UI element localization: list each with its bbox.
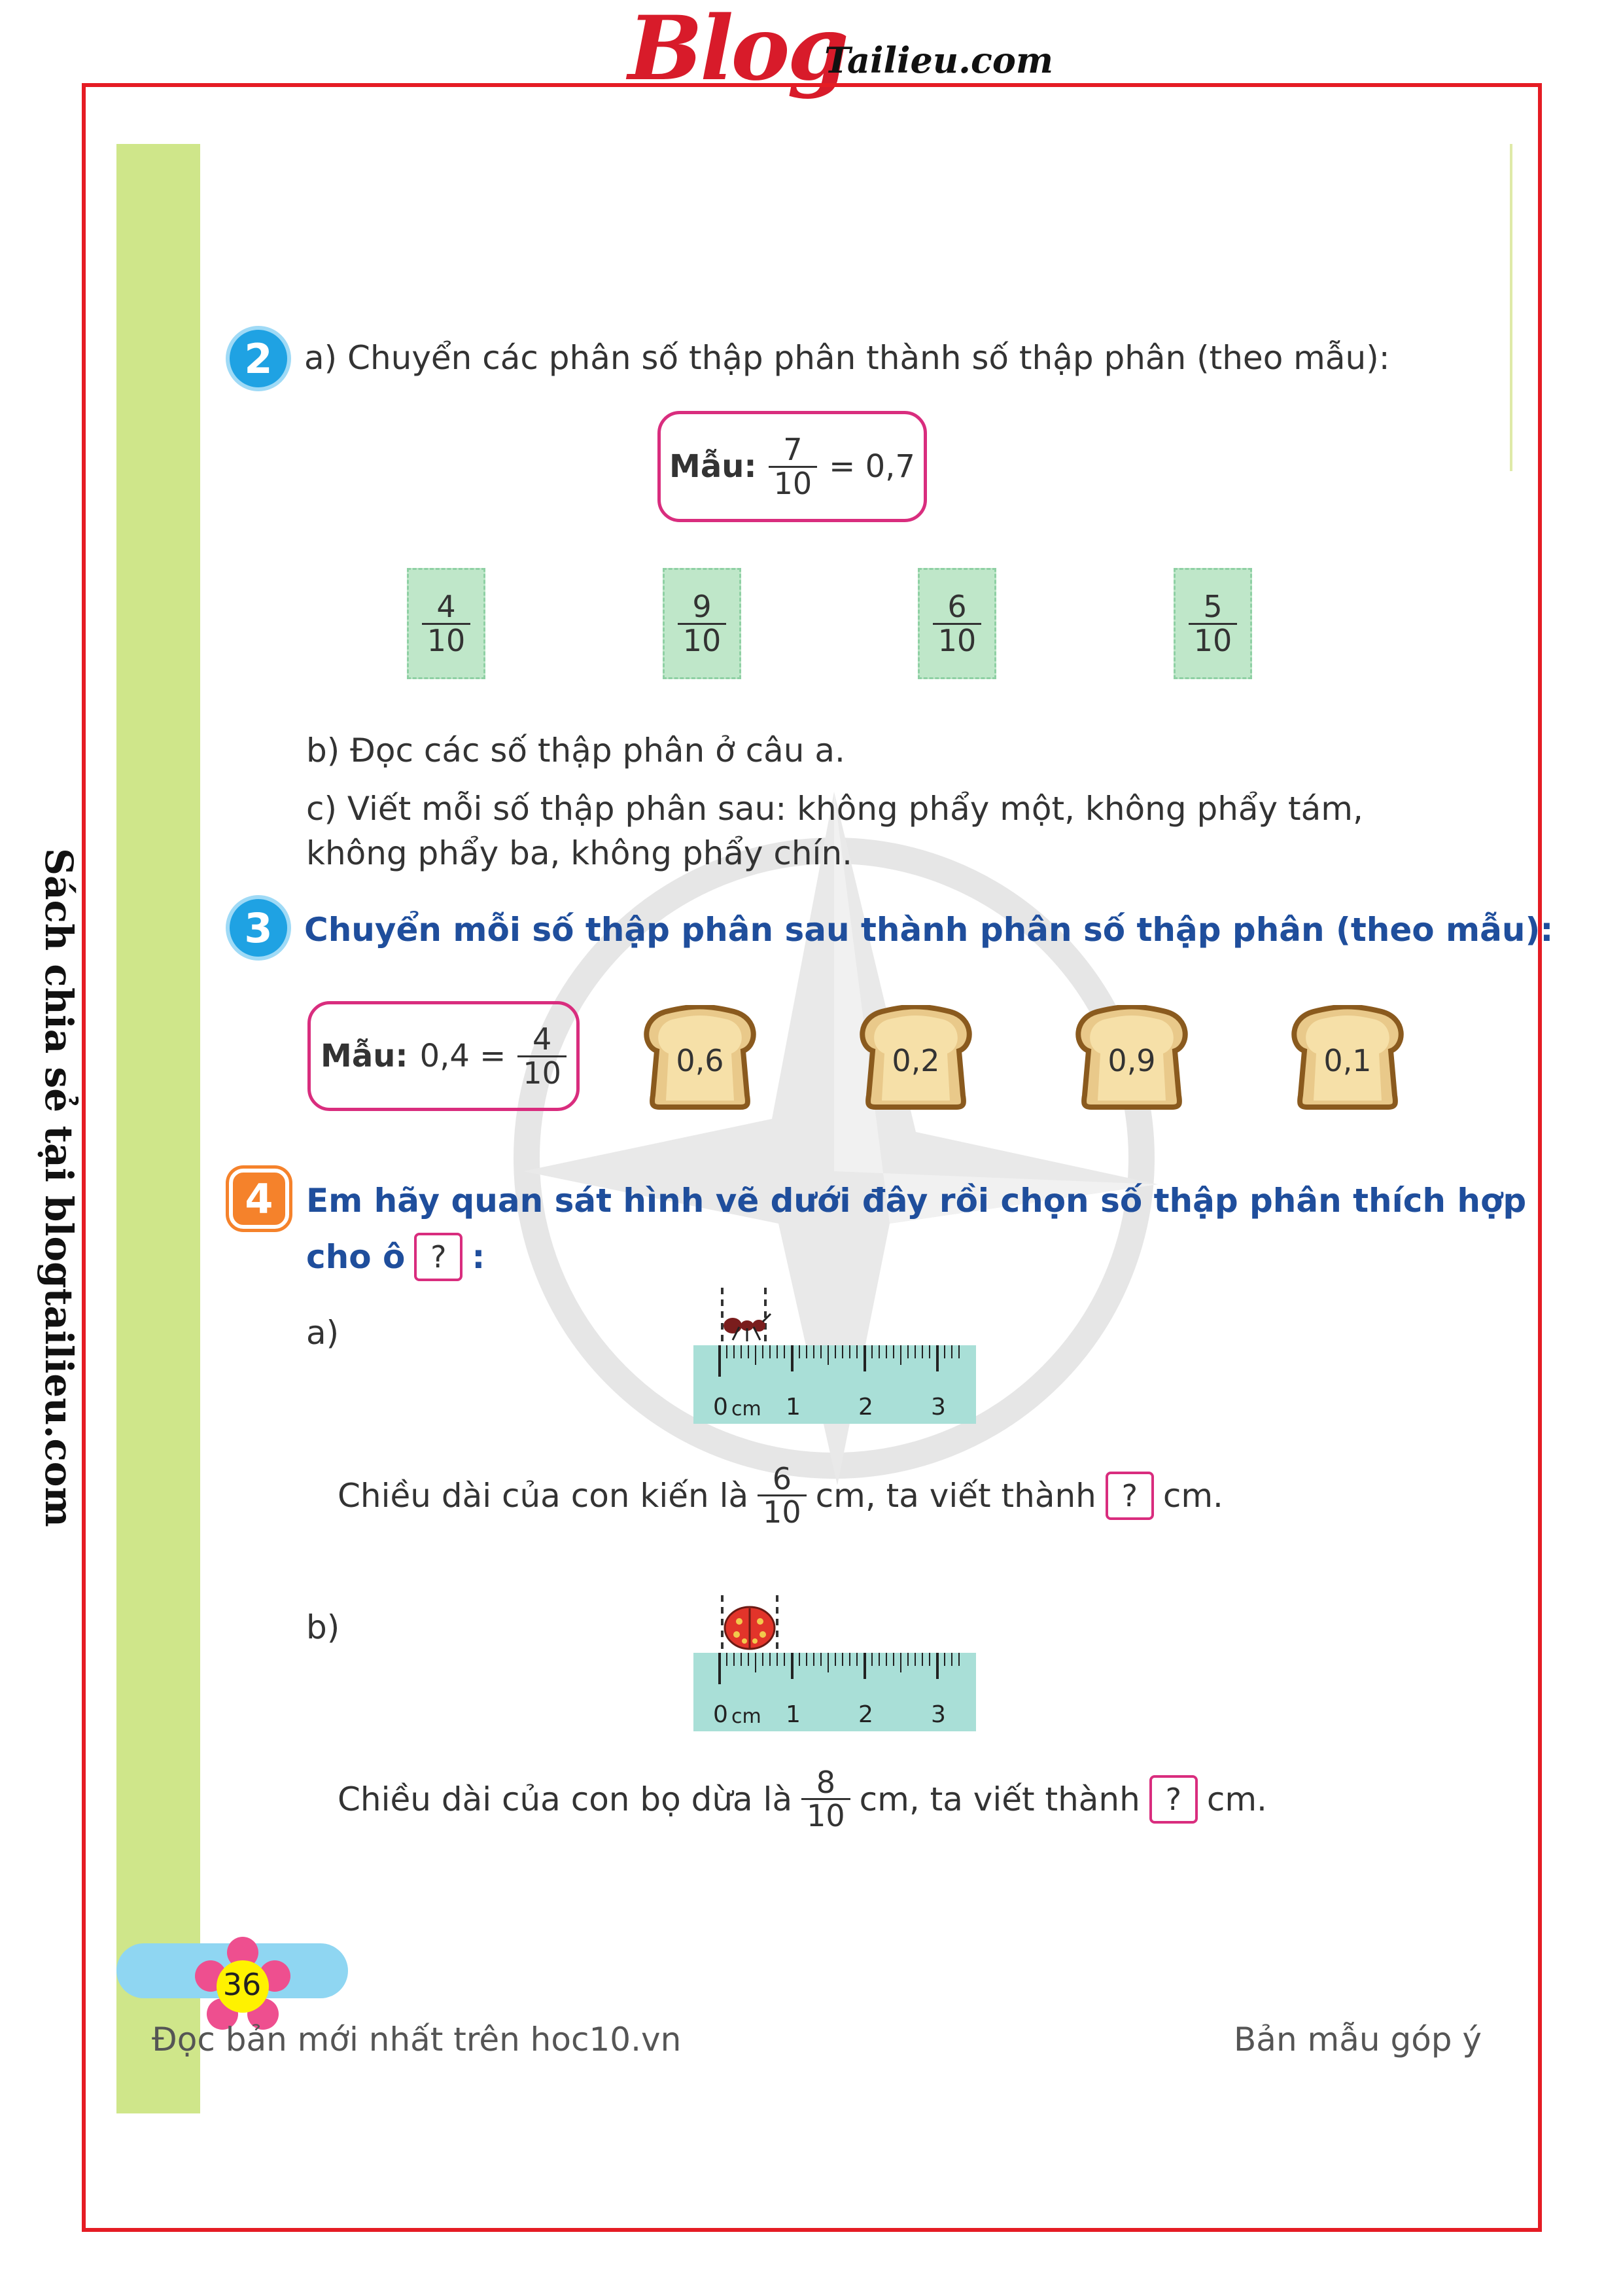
bread-card [1072, 1005, 1192, 1110]
ruler-a [693, 1345, 976, 1424]
card-numerator: 9 [692, 589, 712, 625]
card-numerator: 5 [1203, 589, 1223, 625]
sentence-a-numerator: 6 [772, 1461, 792, 1496]
title-line2-text: cho ô [306, 1238, 406, 1276]
ruler-three: 3 [931, 1701, 946, 1728]
ruler-one: 1 [786, 1701, 801, 1728]
bread-card [856, 1005, 976, 1110]
logo-sub-text: Tailieu.com [824, 39, 1053, 81]
exercise-3-sample-box [307, 1001, 580, 1111]
bread-card [640, 1005, 760, 1110]
bread-value: 0,6 [676, 1043, 724, 1078]
bread-value: 0,2 [892, 1043, 940, 1078]
ant-icon [720, 1288, 785, 1347]
card-denominator: 10 [422, 623, 471, 656]
title-colon: : [472, 1238, 485, 1276]
fraction-card [663, 568, 741, 679]
fraction-card [407, 568, 485, 679]
card-denominator: 10 [933, 623, 982, 656]
ruler-ticks [693, 1345, 976, 1394]
bread-value: 0,1 [1323, 1043, 1372, 1078]
footer-left-text: Đọc bản mới nhất trên hoc10.vn [152, 2021, 682, 2058]
side-watermark-text [26, 848, 92, 1527]
ladybug-icon [717, 1595, 782, 1654]
answer-box-b[interactable]: ? [1149, 1775, 1198, 1824]
exercise-4-badge [229, 1169, 289, 1229]
exercise-4-title-line1: Em hãy quan sát hình vẽ dưới đây rồi chọn số thập phân thích hợp [306, 1182, 1527, 1220]
part-a-sentence [338, 1463, 1223, 1528]
ruler-unit: cm [731, 1398, 761, 1421]
answer-box-example: ? [414, 1233, 462, 1281]
exercise-2-sample-box [657, 411, 927, 522]
card-denominator: 10 [1189, 623, 1238, 656]
bread-value: 0,9 [1108, 1043, 1156, 1078]
exercise-2-number: 2 [244, 334, 273, 383]
ruler-ticks [693, 1653, 976, 1701]
sentence-b-after: cm. [1206, 1780, 1267, 1818]
sample-fraction [769, 434, 818, 499]
part-b-label: b) [306, 1608, 340, 1646]
ruler-three: 3 [931, 1394, 946, 1421]
ruler-two: 2 [858, 1394, 873, 1421]
sample-denominator: 10 [769, 466, 818, 499]
exercise-2-badge [226, 326, 291, 391]
side-text-label: Sách chia sẻ tại blogtailieu.com [37, 848, 81, 1527]
logo-main-text: Blog [628, 0, 846, 100]
exercise-4-title-line2 [306, 1233, 485, 1281]
ruler-zero: 0 [713, 1394, 728, 1421]
side-green-bar [116, 144, 200, 2113]
exercise-2c-instruction-line1: c) Viết mỗi số thập phân sau: không phẩy một, không phẩy tám, [306, 790, 1363, 828]
sample-numerator: 4 [532, 1021, 552, 1057]
sample-lhs: 0,4 = [419, 1038, 506, 1074]
sample-label: Mẫu: [669, 448, 757, 485]
sentence-b-denominator: 10 [801, 1798, 850, 1831]
ruler-labels [693, 1701, 976, 1727]
card-numerator: 4 [436, 589, 456, 625]
sentence-a-denominator: 10 [758, 1494, 807, 1528]
sample-fraction [517, 1023, 567, 1089]
exercise-2c-instruction-line2: không phẩy ba, không phẩy chín. [306, 834, 853, 872]
card-numerator: 6 [947, 589, 967, 625]
sample-label: Mẫu: [321, 1038, 408, 1074]
exercise-3-badge [226, 895, 291, 961]
sample-result: = 0,7 [829, 448, 915, 485]
part-b-sentence [338, 1767, 1267, 1832]
ruler-b [693, 1653, 976, 1731]
right-divider [1510, 144, 1512, 471]
sentence-b-middle: cm, ta viết thành [859, 1780, 1140, 1818]
exercise-2a-instruction: a) Chuyển các phân số thập phân thành số thập phân (theo mẫu): [304, 339, 1390, 377]
answer-box-a[interactable]: ? [1106, 1472, 1154, 1520]
sentence-b-before: Chiều dài của con bọ dừa là [338, 1780, 793, 1818]
ruler-labels [693, 1394, 976, 1420]
sentence-a-middle: cm, ta viết thành [815, 1476, 1096, 1515]
ruler-unit: cm [731, 1705, 761, 1728]
card-denominator: 10 [678, 623, 727, 656]
exercise-4-number: 4 [245, 1174, 273, 1223]
exercise-2b-instruction: b) Đọc các số thập phân ở câu a. [306, 732, 845, 769]
part-a-label: a) [306, 1314, 340, 1352]
footer-right-text: Bản mẫu góp ý [1234, 2021, 1482, 2058]
exercise-3-title: Chuyển mỗi số thập phân sau thành phân số thập phân (theo mẫu): [304, 911, 1554, 949]
sentence-a-before: Chiều dài của con kiến là [338, 1476, 749, 1515]
sentence-b-numerator: 8 [816, 1765, 835, 1800]
ruler-one: 1 [786, 1394, 801, 1421]
fraction-card [1174, 568, 1252, 679]
sample-numerator: 7 [783, 432, 803, 468]
ruler-two: 2 [858, 1701, 873, 1728]
fraction-card [918, 568, 996, 679]
sample-denominator: 10 [517, 1055, 567, 1089]
exercise-3-number: 3 [244, 904, 273, 952]
page-number: 36 [222, 1967, 262, 2002]
bread-card [1287, 1005, 1408, 1110]
ruler-zero: 0 [713, 1701, 728, 1728]
sentence-a-after: cm. [1162, 1476, 1223, 1515]
